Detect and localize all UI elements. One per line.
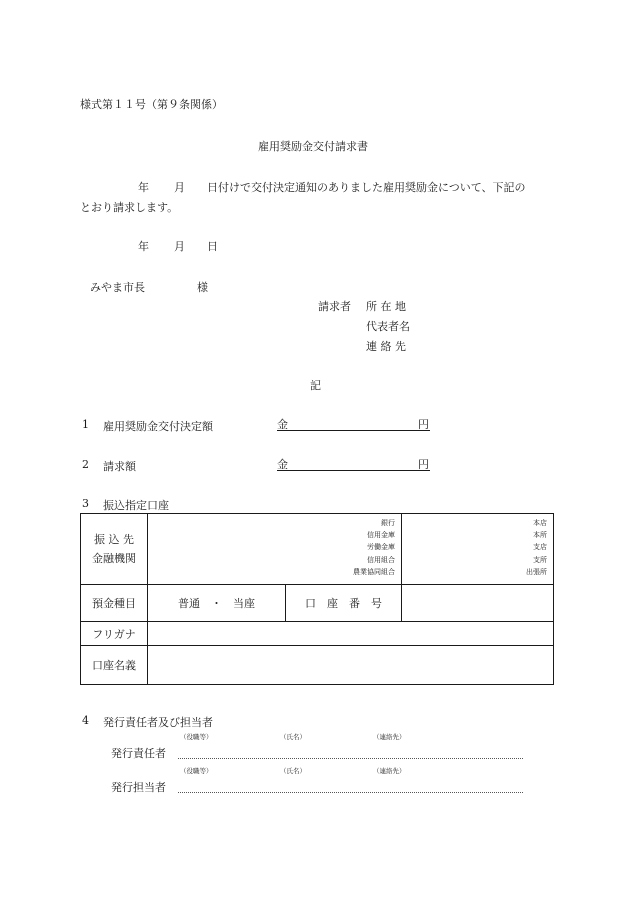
bank-type: 労働金庫 bbox=[367, 543, 395, 552]
branch-name-cell[interactable] bbox=[402, 514, 554, 585]
date-day: 日 bbox=[207, 240, 218, 253]
responsible-role-caption: （役職等） bbox=[180, 733, 213, 741]
branch-type: 支店 bbox=[533, 543, 547, 552]
item-1-amount-field[interactable] bbox=[277, 416, 430, 431]
account-number-label: 口 座 番 号 bbox=[286, 585, 402, 622]
account-table bbox=[80, 513, 554, 685]
deposit-type-label: 預金種目 bbox=[81, 585, 148, 622]
item-1-suffix: 円 bbox=[418, 418, 429, 431]
addressee-name: みやま市長 bbox=[90, 281, 145, 294]
staff-name-caption: （氏名） bbox=[280, 767, 306, 775]
section-4-title: 発行責任者及び担当者 bbox=[103, 716, 213, 729]
bank-type: 信用金庫 bbox=[367, 531, 395, 540]
item-1-label: 雇用奨励金交付決定額 bbox=[103, 420, 213, 433]
staff-role-caption: （役職等） bbox=[180, 767, 213, 775]
addressee-honorific: 様 bbox=[197, 281, 208, 294]
item-3-number: 3 bbox=[82, 497, 89, 510]
item-2-label: 請求額 bbox=[103, 460, 136, 473]
item-1-number: 1 bbox=[82, 418, 89, 431]
responsible-field[interactable] bbox=[178, 757, 523, 759]
account-name-label: 口座名義 bbox=[81, 646, 148, 685]
account-number-field[interactable] bbox=[402, 585, 554, 622]
item-2-prefix: 金 bbox=[277, 458, 288, 471]
furigana-field[interactable] bbox=[148, 622, 554, 646]
furigana-label: フリガナ bbox=[81, 622, 148, 646]
section-4-number: 4 bbox=[82, 714, 89, 727]
form-number: 様式第１１号（第９条関係） bbox=[80, 98, 223, 111]
requester-label: 請求者 bbox=[318, 300, 351, 313]
staff-label: 発行担当者 bbox=[111, 781, 166, 794]
requester-contact: 連 絡 先 bbox=[366, 340, 406, 353]
requester-representative: 代表者名 bbox=[366, 320, 410, 333]
item-3-label: 振込指定口座 bbox=[103, 499, 169, 512]
date-year: 年 bbox=[138, 240, 149, 253]
intro-text-1: 日付けで交付決定通知のありました雇用奨励金について、下記の bbox=[207, 181, 526, 194]
bank-name-cell[interactable] bbox=[148, 514, 402, 585]
responsible-name-caption: （氏名） bbox=[280, 733, 306, 741]
bank-type: 農業協同組合 bbox=[353, 567, 395, 576]
branch-type: 支所 bbox=[533, 555, 547, 564]
branch-type-list bbox=[526, 517, 547, 578]
item-2-number: 2 bbox=[82, 458, 89, 471]
item-2-suffix: 円 bbox=[418, 458, 429, 471]
intro-month: 月 bbox=[174, 181, 185, 194]
bank-type: 信用組合 bbox=[367, 555, 395, 564]
branch-type: 本所 bbox=[533, 531, 547, 540]
bank-type: 銀行 bbox=[381, 519, 395, 527]
bank-label-cell bbox=[81, 514, 148, 585]
requester-address: 所 在 地 bbox=[366, 300, 406, 313]
intro-text-2: とおり請求します。 bbox=[80, 201, 179, 214]
responsible-label: 発行責任者 bbox=[111, 747, 166, 760]
branch-type: 本店 bbox=[533, 519, 547, 527]
staff-contact-caption: （連絡先） bbox=[373, 767, 406, 775]
branch-type: 出張所 bbox=[526, 567, 547, 576]
bank-type-list bbox=[353, 517, 395, 578]
page-title: 雇用奨励金交付請求書 bbox=[258, 140, 368, 153]
item-1-prefix: 金 bbox=[277, 418, 288, 431]
bank-label-1: 振 込 先 bbox=[94, 533, 134, 546]
ki-marker: 記 bbox=[310, 379, 321, 392]
item-2-amount-field[interactable] bbox=[277, 456, 430, 471]
intro-year: 年 bbox=[138, 181, 149, 194]
deposit-type-options[interactable]: 普通 ・ 当座 bbox=[148, 585, 286, 622]
bank-label-2: 金融機関 bbox=[92, 552, 136, 565]
date-month: 月 bbox=[174, 240, 185, 253]
account-name-field[interactable] bbox=[148, 646, 554, 685]
staff-field[interactable] bbox=[178, 791, 523, 793]
responsible-contact-caption: （連絡先） bbox=[373, 733, 406, 741]
